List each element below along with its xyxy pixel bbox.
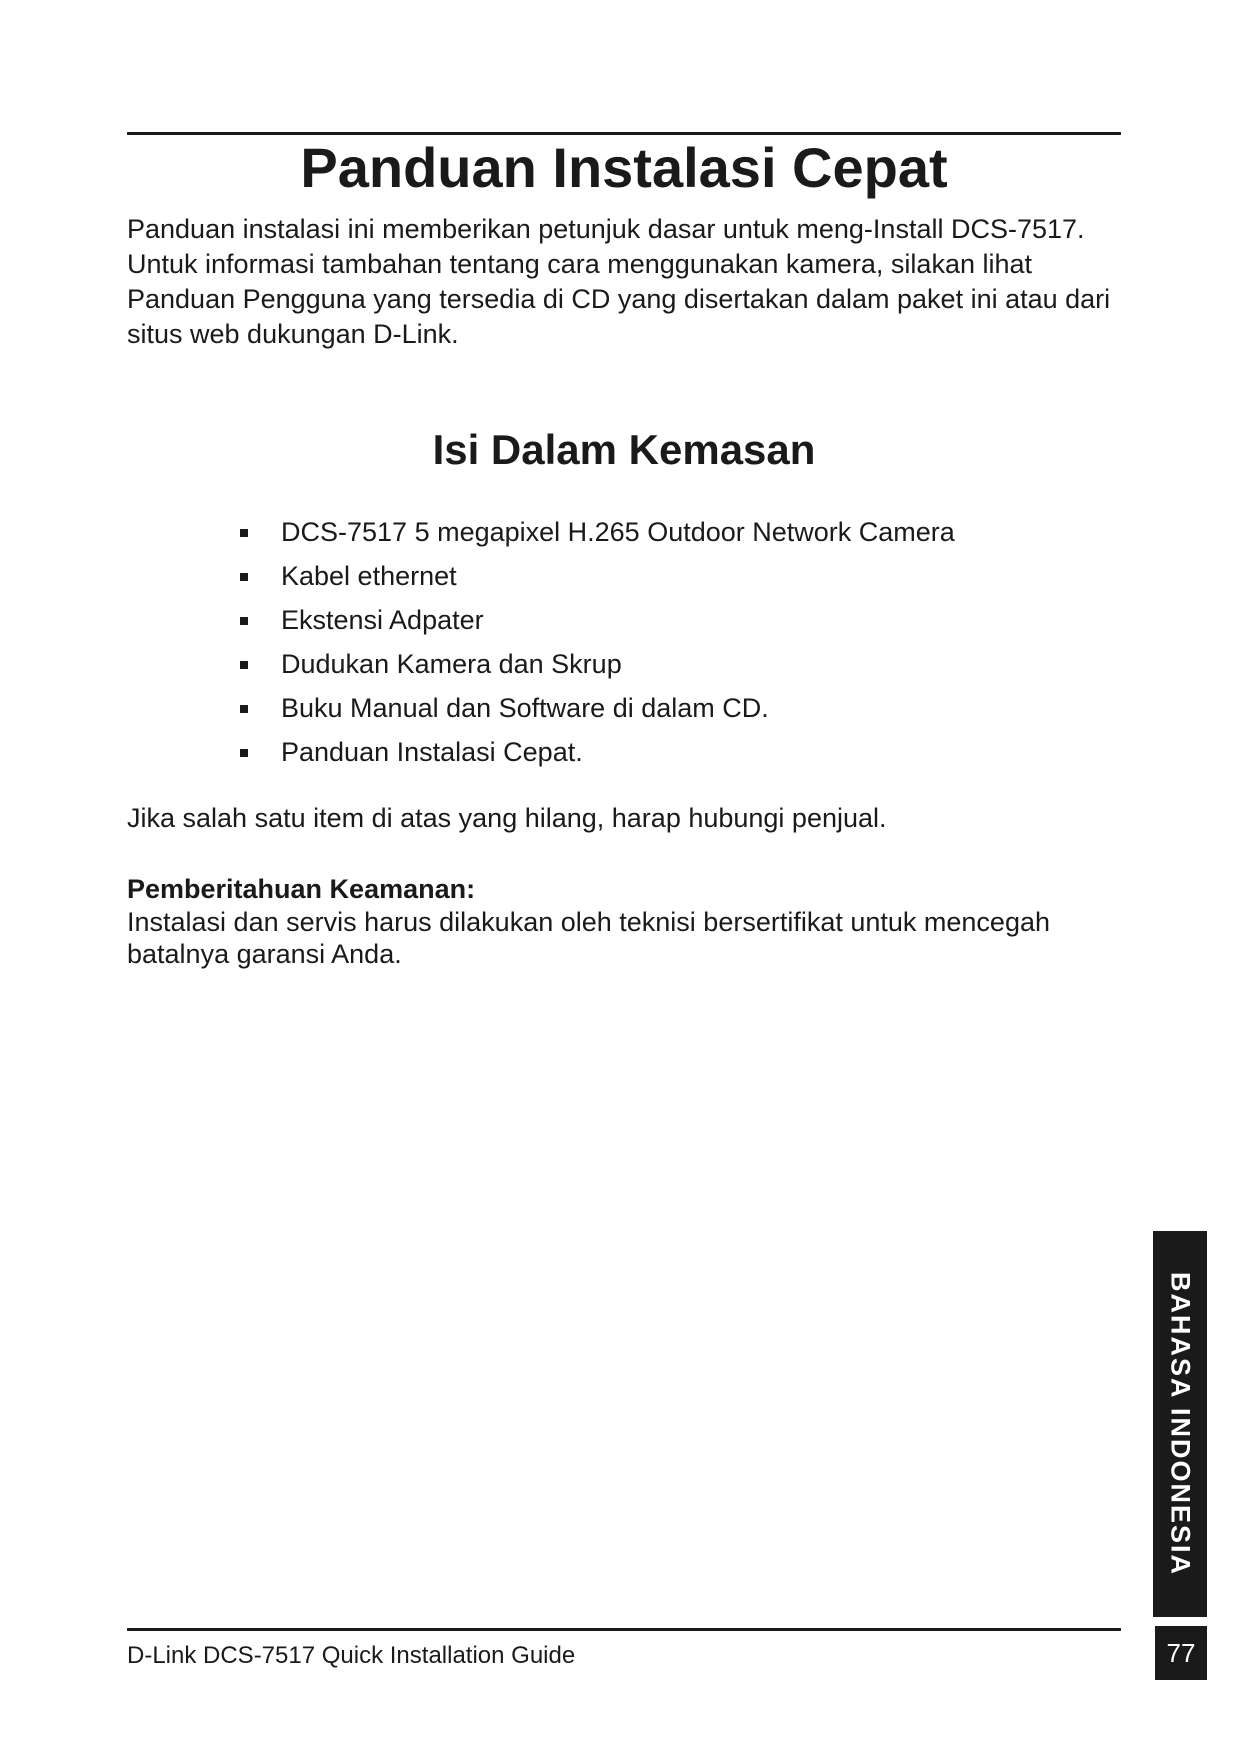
safety-notice-text: Instalasi dan servis harus dilakukan oleh teknisi bersertifikat untuk mencegah batalnya garansi Anda. xyxy=(127,907,1050,969)
list-item xyxy=(240,602,955,646)
missing-items-note: Jika salah satu item di atas yang hilang, harap hubungi penjual. xyxy=(127,803,887,833)
page-number: 77 xyxy=(1155,1626,1207,1680)
list-item-text: DCS-7517 5 megapixel H.265 Outdoor Network Camera xyxy=(281,517,955,547)
intro-paragraph: Panduan instalasi ini memberikan petunjuk dasar untuk meng-Install DCS-7517. Untuk informasi tambahan tentang cara menggunakan kamera, silakan lihat Panduan Pengguna yang tersedia di CD yang disertakan dalam paket ini atau dari situs web dukungan D-Link. xyxy=(127,214,1111,349)
list-item xyxy=(240,558,955,602)
footer-rule xyxy=(127,1628,1121,1631)
square-bullet-icon xyxy=(240,529,248,537)
list-item-text: Kabel ethernet xyxy=(281,561,457,591)
square-bullet-icon xyxy=(240,573,248,581)
list-item xyxy=(240,646,955,690)
square-bullet-icon xyxy=(240,661,248,669)
package-contents-list xyxy=(240,514,955,778)
language-tab-label: BAHASA INDONESIA xyxy=(1165,1271,1196,1577)
list-item-text: Ekstensi Adpater xyxy=(281,605,484,635)
list-item-text: Panduan Instalasi Cepat. xyxy=(281,737,583,767)
list-item-text: Buku Manual dan Software di dalam CD. xyxy=(281,693,769,723)
language-tab xyxy=(1153,1231,1207,1617)
square-bullet-icon xyxy=(240,749,248,757)
square-bullet-icon xyxy=(240,705,248,713)
list-item xyxy=(240,514,955,558)
list-item xyxy=(240,734,955,778)
list-item-text: Dudukan Kamera dan Skrup xyxy=(281,649,622,679)
safety-notice-heading: Pemberitahuan Keamanan: xyxy=(127,874,476,904)
package-contents-heading: Isi Dalam Kemasan xyxy=(432,426,816,473)
list-item xyxy=(240,690,955,734)
page-title: Panduan Instalasi Cepat xyxy=(300,136,948,199)
footer-guide-name: D-Link DCS-7517 Quick Installation Guide xyxy=(127,1642,576,1669)
square-bullet-icon xyxy=(240,617,248,625)
